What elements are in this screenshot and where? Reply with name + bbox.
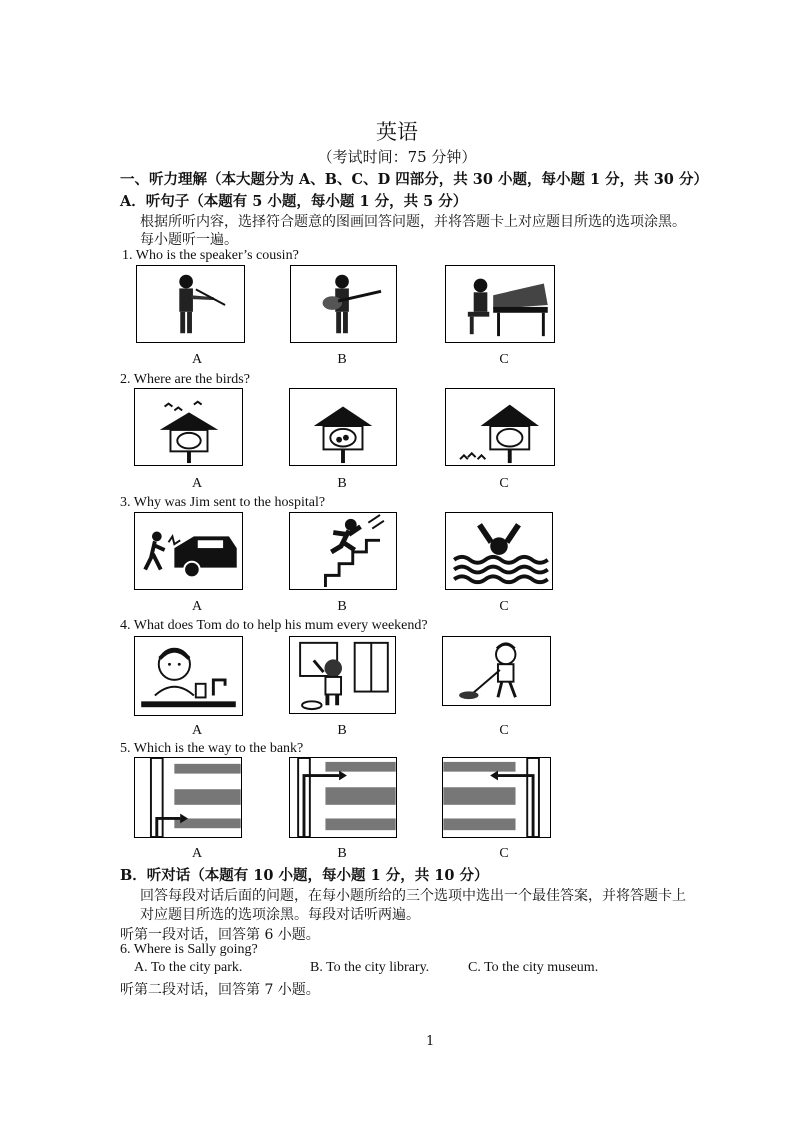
sectionB-instruction-2: 对应题目所选的选项涂黑。每段对话听两遍。 [140, 907, 420, 923]
q1-picture-a-violinist[interactable] [136, 265, 245, 343]
q5-option-b[interactable]: B [337, 846, 347, 861]
q2-option-a[interactable]: A [191, 476, 203, 491]
q4-picture-a-washing-dishes[interactable] [134, 636, 243, 716]
page-number: 1 [426, 1034, 435, 1049]
q3-picture-b-fell-downstairs[interactable] [289, 512, 397, 590]
q4-option-c[interactable]: C [499, 723, 509, 738]
q6-option-a[interactable]: A. To the city park. [134, 960, 243, 975]
q1-option-c[interactable]: C [499, 352, 509, 367]
q5-picture-c-route-map[interactable] [442, 757, 551, 838]
q4-option-b[interactable]: B [337, 723, 347, 738]
q1-picture-c-pianist[interactable] [445, 265, 555, 343]
question-3-text: 3. Why was Jim sent to the hospital? [120, 495, 326, 510]
q2-picture-b-birds-in-house[interactable] [289, 388, 397, 466]
question-1-text: 1. Who is the speaker’s cousin? [122, 248, 299, 263]
q2-option-c[interactable]: C [499, 476, 509, 491]
sectionA-heading: A．听句子（本题有 5 小题，每小题 1 分，共 5 分） [120, 193, 468, 210]
dialog-2-instruction: 听第二段对话，回答第 7 小题。 [120, 982, 320, 998]
question-4-text: 4. What does Tom do to help his mum every weekend? [120, 618, 428, 633]
q4-picture-b-cleaning-window[interactable] [289, 636, 396, 714]
q5-option-c[interactable]: C [499, 846, 509, 861]
q5-picture-b-route-map[interactable] [289, 757, 397, 838]
part1-heading: 一、听力理解（本大题分为 A、B、C、D 四部分，共 30 小题，每小题 1 分，共 30 分） [120, 171, 708, 188]
q6-option-b[interactable]: B. To the city library. [310, 960, 430, 975]
exam-time: （考试时间：75 分钟） [317, 148, 477, 166]
q6-option-c[interactable]: C. To the city museum. [468, 960, 599, 975]
q3-picture-c-drowning[interactable] [445, 512, 553, 590]
exam-title: 英语 [376, 120, 418, 144]
q5-option-a[interactable]: A [191, 846, 203, 861]
q5-picture-a-route-map[interactable] [134, 757, 242, 838]
question-6-text: 6. Where is Sally going? [120, 942, 258, 957]
q2-picture-c-birds-on-ground[interactable] [445, 388, 555, 466]
q1-picture-b-guitarist[interactable] [290, 265, 397, 343]
q3-picture-a-car-accident[interactable] [134, 512, 243, 590]
q2-picture-a-birds-above-house[interactable] [134, 388, 243, 466]
question-5-text: 5. Which is the way to the bank? [120, 741, 304, 756]
q3-option-b[interactable]: B [337, 599, 347, 614]
sectionA-instruction-1: 根据所听内容，选择符合题意的图画回答问题，并将答题卡上对应题目所选的选项涂黑。 [140, 214, 686, 230]
sectionB-heading: B．听对话（本题有 10 小题，每小题 1 分，共 10 分） [120, 867, 489, 884]
q1-option-a[interactable]: A [191, 352, 203, 367]
q3-option-a[interactable]: A [191, 599, 203, 614]
sectionA-instruction-2: 每小题听一遍。 [140, 232, 238, 248]
q2-option-b[interactable]: B [337, 476, 347, 491]
q4-picture-c-sweeping-floor[interactable] [442, 636, 551, 706]
q4-option-a[interactable]: A [191, 723, 203, 738]
q3-option-c[interactable]: C [499, 599, 509, 614]
question-2-text: 2. Where are the birds? [120, 372, 250, 387]
dialog-1-instruction: 听第一段对话，回答第 6 小题。 [120, 927, 320, 943]
sectionB-instruction-1: 回答每段对话后面的问题，在每小题所给的三个选项中选出一个最佳答案，并将答题卡上 [140, 888, 686, 904]
q1-option-b[interactable]: B [337, 352, 347, 367]
